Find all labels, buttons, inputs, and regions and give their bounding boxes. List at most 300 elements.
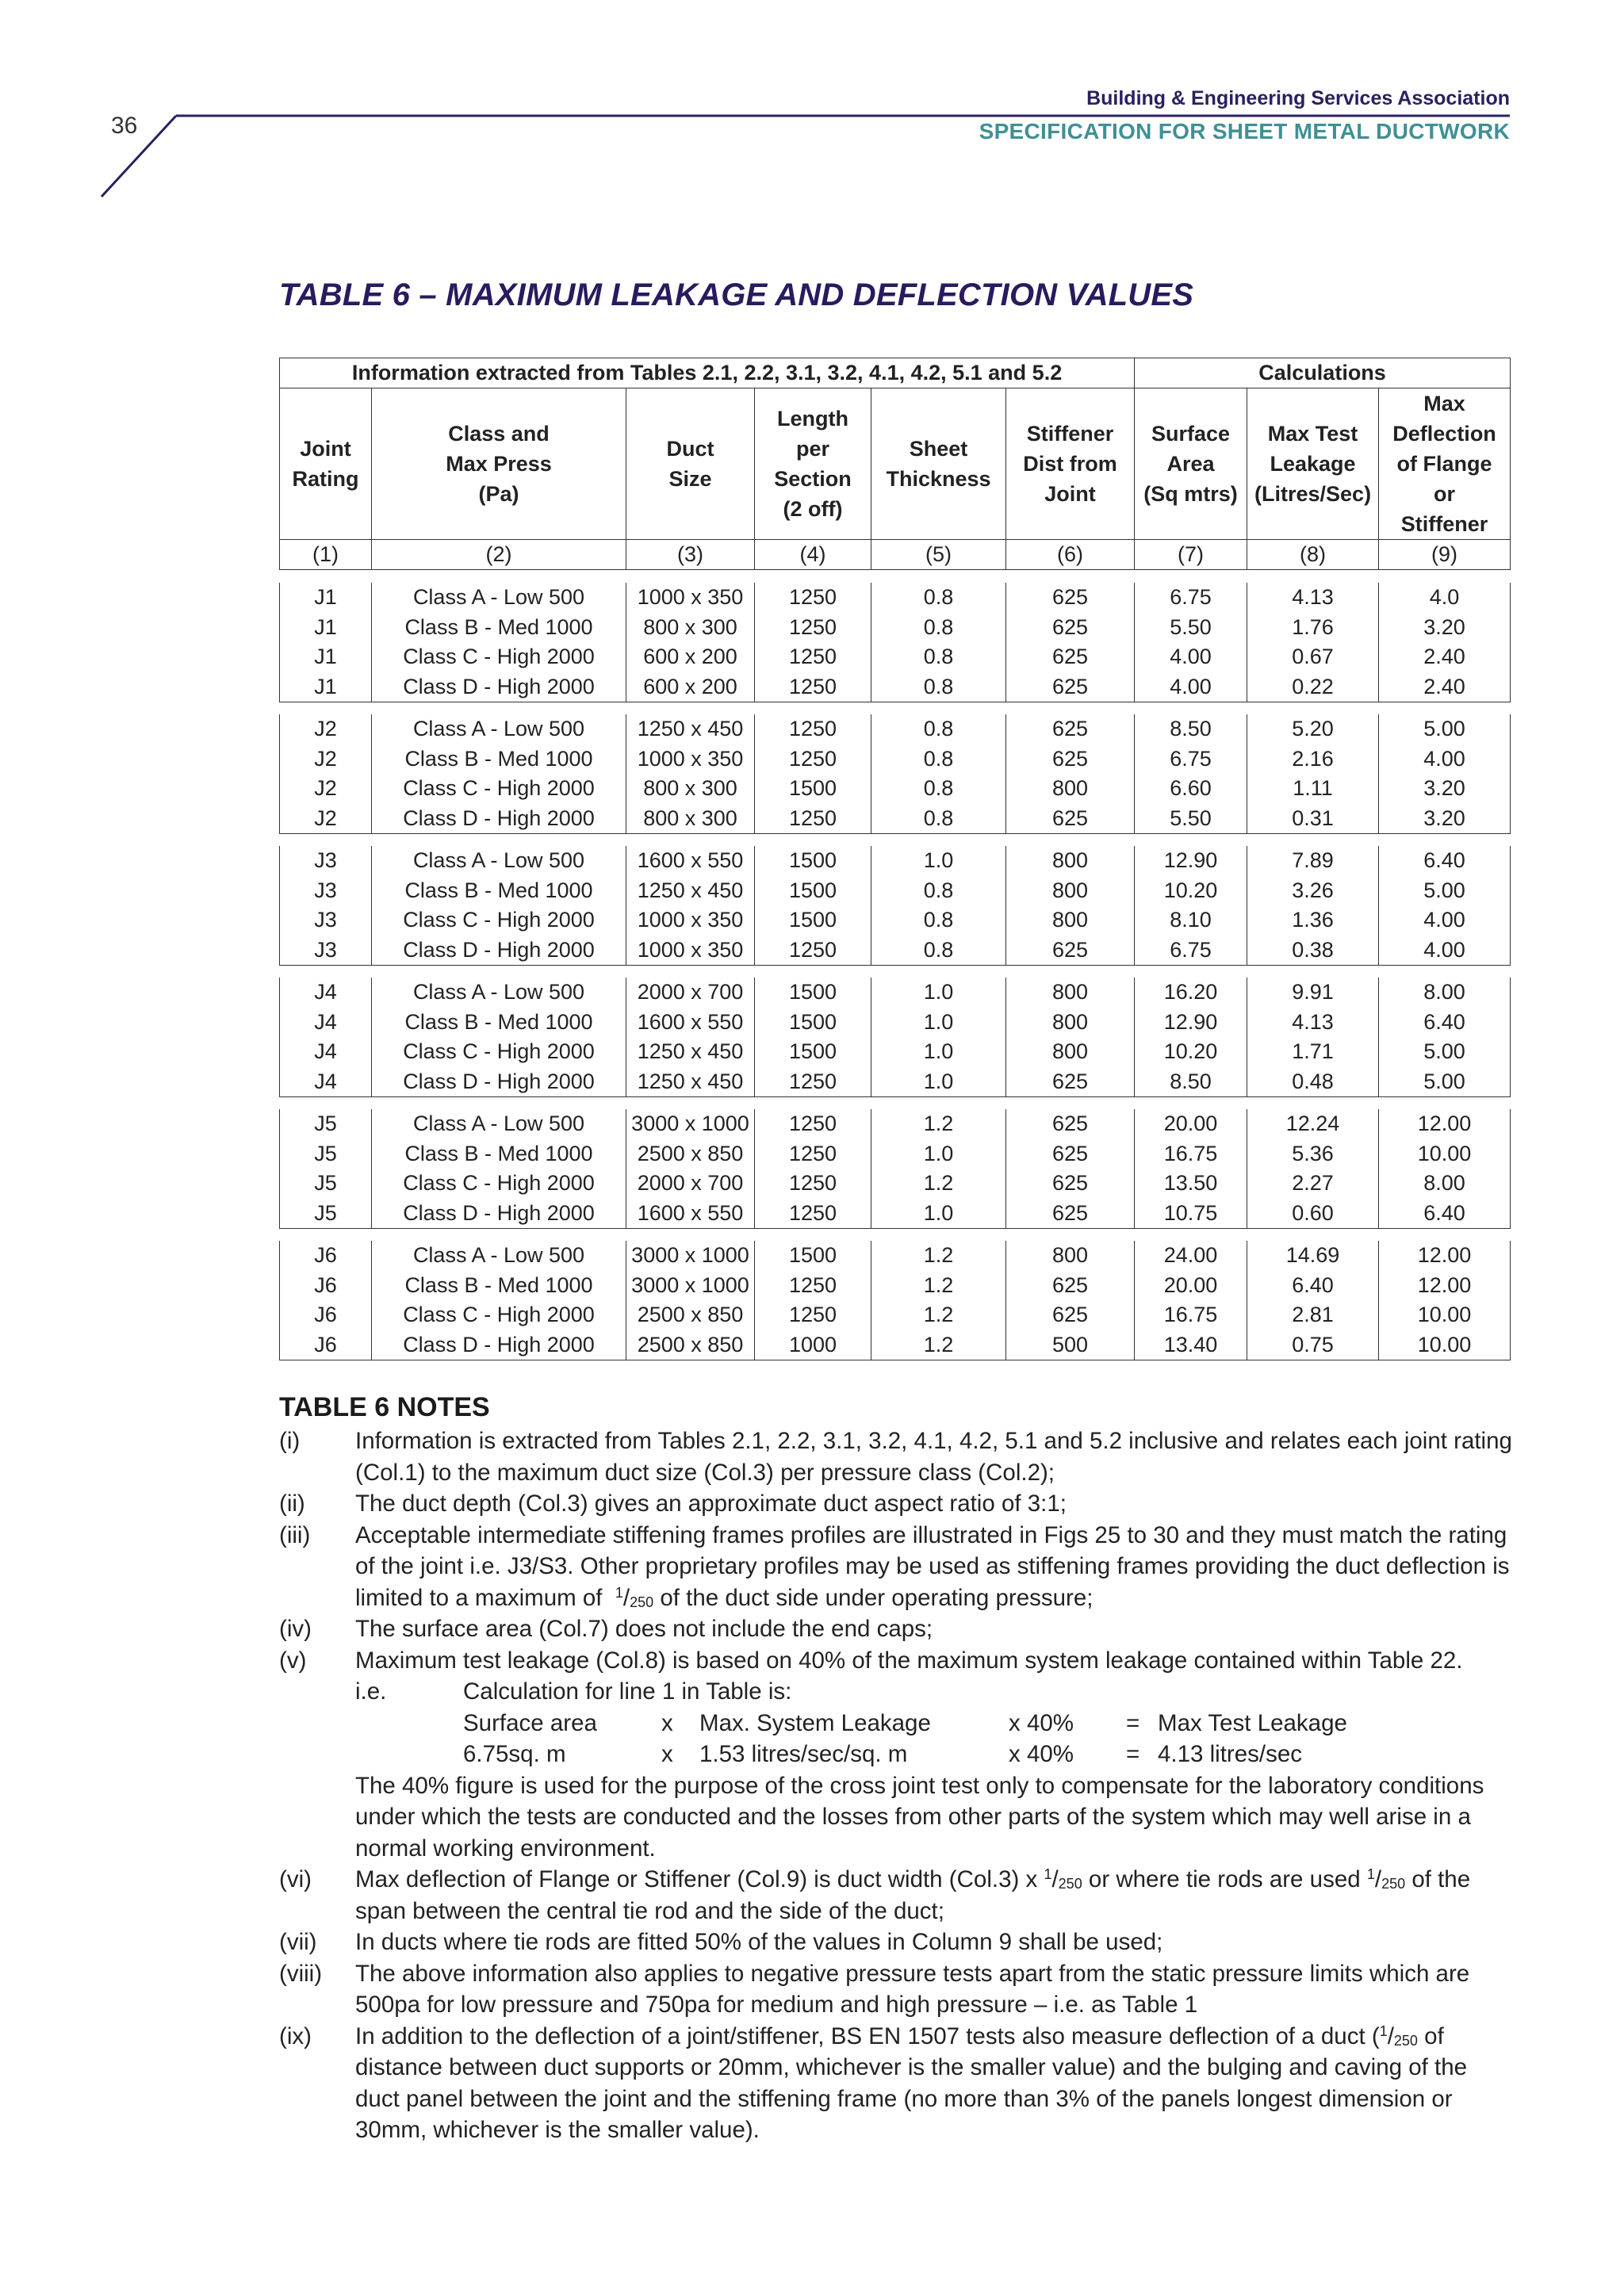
table-cell: 3000 x 1000 bbox=[626, 1271, 755, 1301]
table-cell: 12.90 bbox=[1135, 846, 1247, 876]
table-cell: J2 bbox=[280, 774, 372, 804]
table-cell: 1250 x 450 bbox=[626, 714, 755, 744]
table-cell: J4 bbox=[280, 1008, 372, 1038]
table-row bbox=[280, 1067, 1511, 1097]
table-cell: 10.20 bbox=[1135, 876, 1247, 906]
note-number: (i) bbox=[279, 1428, 301, 1454]
table-cell: 2.81 bbox=[1247, 1300, 1379, 1330]
table-cell: J1 bbox=[280, 583, 372, 613]
table-cell: 600 x 200 bbox=[626, 672, 755, 702]
table-cell: 1500 bbox=[755, 905, 871, 936]
table-cell: 4.00 bbox=[1379, 744, 1511, 775]
note-text: Max deflection of Flange or Stiffener (Col.9) is duct width (Col.3) x $^1/_{250}$ or where tie rods are used $^1/_{250}$ of the span between the central tie rod and the side of the duct; bbox=[355, 1866, 1471, 1924]
table-cell: 3000 x 1000 bbox=[626, 1241, 755, 1271]
table-cell: 3.20 bbox=[1379, 804, 1511, 834]
table-cell: 1250 bbox=[755, 613, 871, 643]
table-cell: 4.13 bbox=[1247, 1008, 1379, 1038]
table-cell: 1250 bbox=[755, 804, 871, 834]
table-cell: 1.71 bbox=[1247, 1037, 1379, 1067]
table-cell: 1000 bbox=[755, 1330, 871, 1360]
table-cell: Class A - Low 500 bbox=[372, 1109, 626, 1139]
table-cell: J2 bbox=[280, 804, 372, 834]
table-cell: 0.8 bbox=[871, 642, 1006, 672]
table-cell: 1250 bbox=[755, 936, 871, 966]
table-cell: 800 bbox=[1006, 1037, 1135, 1067]
note-v bbox=[279, 1645, 1516, 1677]
table-cell: 1000 x 350 bbox=[626, 583, 755, 613]
note-i bbox=[279, 1425, 1516, 1488]
table-cell: 625 bbox=[1006, 642, 1135, 672]
table-cell: 800 bbox=[1006, 1008, 1135, 1038]
table-cell: Class B - Med 1000 bbox=[372, 1008, 626, 1038]
table-row bbox=[280, 1008, 1511, 1038]
table-cell: 625 bbox=[1006, 1067, 1135, 1097]
table-cell: 5.36 bbox=[1247, 1139, 1379, 1169]
table-row bbox=[280, 1169, 1511, 1199]
table-cell: 0.8 bbox=[871, 774, 1006, 804]
table-cell: J4 bbox=[280, 1067, 372, 1097]
table-cell: 625 bbox=[1006, 672, 1135, 702]
table-cell: 1250 x 450 bbox=[626, 876, 755, 906]
table-cell: 1.0 bbox=[871, 1037, 1006, 1067]
table-cell: Class B - Med 1000 bbox=[372, 613, 626, 643]
note-vii bbox=[279, 1927, 1516, 1958]
table-cell: J1 bbox=[280, 672, 372, 702]
table-cell: 0.75 bbox=[1247, 1330, 1379, 1360]
table-group bbox=[279, 978, 1511, 1097]
table-row bbox=[280, 744, 1511, 775]
note-text: The surface area (Col.7) does not include the end caps; bbox=[355, 1616, 933, 1642]
table-cell: J1 bbox=[280, 642, 372, 672]
table-cell: 20.00 bbox=[1135, 1271, 1247, 1301]
table-cell: 1.36 bbox=[1247, 905, 1379, 936]
table-cell: Class C - High 2000 bbox=[372, 905, 626, 936]
note-text: In addition to the deflection of a joint/stiffener, BS EN 1507 tests also measure deflection of a duct ($^1/_{250}$ of distance between duct supports or 20mm, whichever is the smaller value) and the bulging and caving of the duct panel between the joint and the stiffening frame (no more than 3% of the panels longest dimension or 30mm, whichever is the smaller value). bbox=[355, 2022, 1468, 2143]
table-cell: 2500 x 850 bbox=[626, 1300, 755, 1330]
table-cell: 16.20 bbox=[1135, 978, 1247, 1008]
table-row bbox=[280, 1139, 1511, 1169]
table-cell: 1.2 bbox=[871, 1300, 1006, 1330]
table-cell: Class D - High 2000 bbox=[372, 1199, 626, 1229]
table-group bbox=[279, 714, 1511, 834]
table-cell: 625 bbox=[1006, 613, 1135, 643]
table-cell: 7.89 bbox=[1247, 846, 1379, 876]
table-cell: 5.00 bbox=[1379, 1067, 1511, 1097]
table-cell: 4.00 bbox=[1135, 672, 1247, 702]
table-cell: Class A - Low 500 bbox=[372, 846, 626, 876]
table-cell: 0.8 bbox=[871, 905, 1006, 936]
table-cell: 1.2 bbox=[871, 1169, 1006, 1199]
table-cell: Class D - High 2000 bbox=[372, 1067, 626, 1097]
table-cell: 625 bbox=[1006, 1300, 1135, 1330]
table-cell: 10.00 bbox=[1379, 1330, 1511, 1360]
note-iv bbox=[279, 1613, 1516, 1645]
note-vi bbox=[279, 1864, 1516, 1927]
note-text: The 40% figure is used for the purpose of the cross joint test only to compensate for the laboratory conditions under which the tests are conducted and the losses from other parts of the system which may well arise in a normal working environment. bbox=[355, 1772, 1484, 1862]
note-number: (viii) bbox=[279, 1960, 323, 1987]
column-header: Surface Area (Sq mtrs) bbox=[1135, 388, 1247, 540]
column-number: (8) bbox=[1247, 540, 1379, 570]
table-cell: 1.2 bbox=[871, 1241, 1006, 1271]
table-cell: 2.40 bbox=[1379, 672, 1511, 702]
table-cell: 6.75 bbox=[1135, 744, 1247, 775]
table-cell: Class A - Low 500 bbox=[372, 978, 626, 1008]
column-number: (6) bbox=[1006, 540, 1135, 570]
table-cell: 2500 x 850 bbox=[626, 1330, 755, 1360]
table-cell: J2 bbox=[280, 714, 372, 744]
table-cell: 1500 bbox=[755, 1037, 871, 1067]
table-cell: 800 x 300 bbox=[626, 613, 755, 643]
table-cell: 1.76 bbox=[1247, 613, 1379, 643]
table-cell: 5.50 bbox=[1135, 613, 1247, 643]
table-cell: J5 bbox=[280, 1109, 372, 1139]
column-number: (2) bbox=[372, 540, 626, 570]
note-number: (iv) bbox=[279, 1616, 312, 1642]
table-row bbox=[280, 1199, 1511, 1229]
table-cell: 6.40 bbox=[1247, 1271, 1379, 1301]
table-cell: 1.2 bbox=[871, 1271, 1006, 1301]
table-cell: 1000 x 350 bbox=[626, 905, 755, 936]
table-cell: 8.50 bbox=[1135, 714, 1247, 744]
calculation-intro: i.e. Calculation for line 1 in Table is: bbox=[355, 1678, 792, 1705]
table-cell: J1 bbox=[280, 613, 372, 643]
table-cell: 1250 bbox=[755, 1067, 871, 1097]
table-cell: J3 bbox=[280, 846, 372, 876]
table-cell: 0.31 bbox=[1247, 804, 1379, 834]
column-header: Duct Size bbox=[626, 388, 755, 540]
notes-heading: TABLE 6 NOTES bbox=[279, 1392, 490, 1422]
table-row bbox=[280, 1330, 1511, 1360]
table-cell: 1250 x 450 bbox=[626, 1037, 755, 1067]
note-text: Maximum test leakage (Col.8) is based on 40% of the maximum system leakage contained within Table 22. bbox=[355, 1647, 1463, 1674]
group-header-calculations: Calculations bbox=[1135, 358, 1511, 388]
table-cell: 625 bbox=[1006, 1109, 1135, 1139]
table-cell: 625 bbox=[1006, 1139, 1135, 1169]
table-group bbox=[279, 846, 1511, 966]
table-row bbox=[280, 774, 1511, 804]
table-cell: 4.13 bbox=[1247, 583, 1379, 613]
table-cell: J4 bbox=[280, 1037, 372, 1067]
table-cell: 625 bbox=[1006, 714, 1135, 744]
table-cell: 1500 bbox=[755, 978, 871, 1008]
table-cell: 0.8 bbox=[871, 804, 1006, 834]
table-cell: 13.50 bbox=[1135, 1169, 1247, 1199]
table-cell: J5 bbox=[280, 1199, 372, 1229]
column-header: Class and Max Press (Pa) bbox=[372, 388, 626, 540]
table-cell: 500 bbox=[1006, 1330, 1135, 1360]
table-cell: 16.75 bbox=[1135, 1300, 1247, 1330]
note-number: (vi) bbox=[279, 1866, 312, 1892]
note-ix bbox=[279, 2021, 1516, 2146]
note-number: (ix) bbox=[279, 2022, 312, 2049]
table-cell: J6 bbox=[280, 1300, 372, 1330]
table-cell: 6.40 bbox=[1379, 1199, 1511, 1229]
table-cell: 1250 bbox=[755, 1169, 871, 1199]
table-cell: 12.90 bbox=[1135, 1008, 1247, 1038]
table-cell: 8.00 bbox=[1379, 978, 1511, 1008]
table-cell: 625 bbox=[1006, 1271, 1135, 1301]
table-cell: 16.75 bbox=[1135, 1139, 1247, 1169]
table-cell: Class D - High 2000 bbox=[372, 936, 626, 966]
page-number: 36 bbox=[111, 113, 138, 139]
table-cell: 2.16 bbox=[1247, 744, 1379, 775]
table-row bbox=[280, 905, 1511, 936]
table-row bbox=[280, 613, 1511, 643]
table-row bbox=[280, 936, 1511, 966]
table-row bbox=[280, 1241, 1511, 1271]
table-cell: Class A - Low 500 bbox=[372, 1241, 626, 1271]
table-cell: 2000 x 700 bbox=[626, 978, 755, 1008]
table-cell: 10.75 bbox=[1135, 1199, 1247, 1229]
column-header: Length per Section (2 off) bbox=[755, 388, 871, 540]
table-cell: 0.8 bbox=[871, 744, 1006, 775]
calculation-row-values: 6.75sq. m x 1.53 litres/sec/sq. m x 40% = 4.13 litres/sec bbox=[463, 1741, 1302, 1767]
column-header: Max Deflection of Flange or Stiffener bbox=[1379, 388, 1511, 540]
column-numbers bbox=[280, 540, 1511, 570]
document-title: SPECIFICATION FOR SHEET METAL DUCTWORK bbox=[979, 119, 1510, 144]
table-cell: 12.00 bbox=[1379, 1271, 1511, 1301]
table-cell: 1.2 bbox=[871, 1330, 1006, 1360]
table-group bbox=[279, 1241, 1511, 1360]
table-cell: 10.00 bbox=[1379, 1300, 1511, 1330]
table-row bbox=[280, 1109, 1511, 1139]
table-cell: 1250 bbox=[755, 1271, 871, 1301]
note-text: The above information also applies to negative pressure tests apart from the static pressure limits which are 500pa for low pressure and 750pa for medium and high pressure – i.e. as Table 1 bbox=[355, 1960, 1470, 2018]
table-row bbox=[280, 583, 1511, 613]
table-cell: 4.00 bbox=[1379, 936, 1511, 966]
note-number: (iii) bbox=[279, 1521, 311, 1548]
column-header: Joint Rating bbox=[280, 388, 372, 540]
table-cell: 6.75 bbox=[1135, 583, 1247, 613]
table-cell: 1000 x 350 bbox=[626, 744, 755, 775]
table-cell: 13.40 bbox=[1135, 1330, 1247, 1360]
table-cell: J3 bbox=[280, 876, 372, 906]
table-row bbox=[280, 1271, 1511, 1301]
table-cell: 1600 x 550 bbox=[626, 1008, 755, 1038]
table-cell: 20.00 bbox=[1135, 1109, 1247, 1139]
note-text: Information is extracted from Tables 2.1, 2.2, 3.1, 3.2, 4.1, 4.2, 5.1 and 5.2 inclusive and relates each joint rating (Col.1) to the maximum duct size (Col.3) per pressure class (Col.2); bbox=[355, 1428, 1512, 1486]
table-cell: Class D - High 2000 bbox=[372, 1330, 626, 1360]
table-cell: 3000 x 1000 bbox=[626, 1109, 755, 1139]
table-cell: Class D - High 2000 bbox=[372, 804, 626, 834]
table-cell: 800 bbox=[1006, 876, 1135, 906]
table-cell: 2.27 bbox=[1247, 1169, 1379, 1199]
table-cell: 1.0 bbox=[871, 846, 1006, 876]
table-cell: 6.40 bbox=[1379, 846, 1511, 876]
table-group bbox=[279, 583, 1511, 702]
table-cell: 625 bbox=[1006, 583, 1135, 613]
table-cell: 2500 x 850 bbox=[626, 1139, 755, 1169]
table-cell: 1.0 bbox=[871, 1199, 1006, 1229]
table-row bbox=[280, 846, 1511, 876]
table-cell: 5.50 bbox=[1135, 804, 1247, 834]
table-cell: Class D - High 2000 bbox=[372, 672, 626, 702]
table-cell: 600 x 200 bbox=[626, 642, 755, 672]
table-cell: 5.00 bbox=[1379, 1037, 1511, 1067]
table-cell: 12.00 bbox=[1379, 1241, 1511, 1271]
table-cell: 0.67 bbox=[1247, 642, 1379, 672]
column-number: (3) bbox=[626, 540, 755, 570]
table-cell: 1250 bbox=[755, 1300, 871, 1330]
organization-name: Building & Engineering Services Association bbox=[1086, 87, 1510, 109]
table-cell: 1600 x 550 bbox=[626, 846, 755, 876]
table-cell: 1500 bbox=[755, 846, 871, 876]
table-cell: 0.8 bbox=[871, 714, 1006, 744]
table-cell: 0.22 bbox=[1247, 672, 1379, 702]
table-cell: 8.00 bbox=[1379, 1169, 1511, 1199]
table-cell: 1250 bbox=[755, 714, 871, 744]
table-cell: 1500 bbox=[755, 1008, 871, 1038]
table-row bbox=[280, 1300, 1511, 1330]
table-cell: 625 bbox=[1006, 1199, 1135, 1229]
table-cell: J5 bbox=[280, 1139, 372, 1169]
table-cell: 800 bbox=[1006, 846, 1135, 876]
table-cell: 0.8 bbox=[871, 583, 1006, 613]
table-cell: 800 bbox=[1006, 774, 1135, 804]
table-cell: J6 bbox=[280, 1271, 372, 1301]
table-header bbox=[279, 358, 1511, 570]
table-cell: 800 x 300 bbox=[626, 804, 755, 834]
table-cell: 4.0 bbox=[1379, 583, 1511, 613]
table-row bbox=[280, 714, 1511, 744]
table-cell: J3 bbox=[280, 936, 372, 966]
table-cell: 1250 bbox=[755, 583, 871, 613]
table-cell: 625 bbox=[1006, 744, 1135, 775]
table-cell: 9.91 bbox=[1247, 978, 1379, 1008]
table-cell: 0.8 bbox=[871, 613, 1006, 643]
table-cell: 6.75 bbox=[1135, 936, 1247, 966]
table-cell: 2.40 bbox=[1379, 642, 1511, 672]
table-cell: 1.0 bbox=[871, 1067, 1006, 1097]
table-cell: 0.8 bbox=[871, 936, 1006, 966]
table-cell: 625 bbox=[1006, 936, 1135, 966]
table-row bbox=[280, 642, 1511, 672]
table-cell: 5.20 bbox=[1247, 714, 1379, 744]
column-header: Stiffener Dist from Joint bbox=[1006, 388, 1135, 540]
table-cell: 2000 x 700 bbox=[626, 1169, 755, 1199]
table-cell: J6 bbox=[280, 1241, 372, 1271]
table-cell: 1250 bbox=[755, 1109, 871, 1139]
table-row bbox=[280, 1037, 1511, 1067]
table-row bbox=[280, 876, 1511, 906]
table-cell: 4.00 bbox=[1135, 642, 1247, 672]
table-cell: J5 bbox=[280, 1169, 372, 1199]
table-cell: 0.48 bbox=[1247, 1067, 1379, 1097]
table-cell: J4 bbox=[280, 978, 372, 1008]
table-cell: 1.0 bbox=[871, 978, 1006, 1008]
table-cell: 1250 bbox=[755, 672, 871, 702]
table-cell: J6 bbox=[280, 1330, 372, 1360]
table-cell: 8.50 bbox=[1135, 1067, 1247, 1097]
note-text: Acceptable intermediate stiffening frames profiles are illustrated in Figs 25 to 30 and they must match the rating of the joint i.e. J3/S3. Other proprietary profiles may be used as stiffening frames providing the duct deflection is limited to a maximum of $^1/_{250}$ of the duct side under operating pressure; bbox=[355, 1521, 1510, 1611]
table-cell: 0.8 bbox=[871, 672, 1006, 702]
column-number: (1) bbox=[280, 540, 372, 570]
table-cell: 5.00 bbox=[1379, 876, 1511, 906]
table-group bbox=[279, 1109, 1511, 1229]
table-cell: 6.60 bbox=[1135, 774, 1247, 804]
table-cell: 0.60 bbox=[1247, 1199, 1379, 1229]
table-cell: 0.8 bbox=[871, 876, 1006, 906]
note-number: (v) bbox=[279, 1647, 307, 1674]
table-cell: 6.40 bbox=[1379, 1008, 1511, 1038]
table-cell: 1600 x 550 bbox=[626, 1199, 755, 1229]
column-number: (4) bbox=[755, 540, 871, 570]
table-cell: J3 bbox=[280, 905, 372, 936]
notes-list bbox=[279, 1425, 1516, 2146]
table-cell: 1.0 bbox=[871, 1139, 1006, 1169]
group-header-info: Information extracted from Tables 2.1, 2.2, 3.1, 3.2, 4.1, 4.2, 5.1 and 5.2 bbox=[280, 358, 1135, 388]
table-cell: 10.20 bbox=[1135, 1037, 1247, 1067]
table-cell: 1250 bbox=[755, 642, 871, 672]
table-cell: Class C - High 2000 bbox=[372, 774, 626, 804]
table-cell: 800 bbox=[1006, 978, 1135, 1008]
table-cell: 0.38 bbox=[1247, 936, 1379, 966]
table-row bbox=[280, 672, 1511, 702]
table-cell: 8.10 bbox=[1135, 905, 1247, 936]
table-row bbox=[280, 804, 1511, 834]
table-cell: 1.0 bbox=[871, 1008, 1006, 1038]
table-cell: Class B - Med 1000 bbox=[372, 1139, 626, 1169]
table-cell: Class C - High 2000 bbox=[372, 1037, 626, 1067]
calculation-row-labels: Surface area x Max. System Leakage x 40% = Max Test Leakage bbox=[463, 1709, 1347, 1736]
column-number: (7) bbox=[1135, 540, 1247, 570]
column-number: (9) bbox=[1379, 540, 1511, 570]
table-cell: Class C - High 2000 bbox=[372, 1169, 626, 1199]
table-row bbox=[280, 978, 1511, 1008]
table-cell: Class B - Med 1000 bbox=[372, 876, 626, 906]
table-cell: 1500 bbox=[755, 876, 871, 906]
table-cell: 3.26 bbox=[1247, 876, 1379, 906]
table-cell: J2 bbox=[280, 744, 372, 775]
note-ii bbox=[279, 1488, 1516, 1520]
table-cell: Class A - Low 500 bbox=[372, 583, 626, 613]
table-cell: 1500 bbox=[755, 1241, 871, 1271]
table-cell: 800 bbox=[1006, 905, 1135, 936]
table-cell: Class C - High 2000 bbox=[372, 642, 626, 672]
table-cell: 12.24 bbox=[1247, 1109, 1379, 1139]
note-number: (vii) bbox=[279, 1929, 317, 1955]
table-cell: 625 bbox=[1006, 804, 1135, 834]
note-viii bbox=[279, 1958, 1516, 2021]
table-cell: Class A - Low 500 bbox=[372, 714, 626, 744]
table-cell: 1.11 bbox=[1247, 774, 1379, 804]
table-cell: 800 bbox=[1006, 1241, 1135, 1271]
table-cell: 1250 bbox=[755, 1199, 871, 1229]
table-cell: 1.2 bbox=[871, 1109, 1006, 1139]
table-cell: 1500 bbox=[755, 774, 871, 804]
table-cell: 24.00 bbox=[1135, 1241, 1247, 1271]
note-v-continued bbox=[279, 1770, 1516, 1865]
table-cell: 1250 bbox=[755, 1139, 871, 1169]
table-cell: 1000 x 350 bbox=[626, 936, 755, 966]
note-text: In ducts where tie rods are fitted 50% of the values in Column 9 shall be used; bbox=[355, 1929, 1163, 1955]
column-number: (5) bbox=[871, 540, 1006, 570]
column-header: Max Test Leakage (Litres/Sec) bbox=[1247, 388, 1379, 540]
table-cell: 3.20 bbox=[1379, 774, 1511, 804]
table-cell: 625 bbox=[1006, 1169, 1135, 1199]
table-cell: 14.69 bbox=[1247, 1241, 1379, 1271]
note-text: The duct depth (Col.3) gives an approximate duct aspect ratio of 3:1; bbox=[355, 1490, 1067, 1517]
table-cell: 1250 x 450 bbox=[626, 1067, 755, 1097]
table-cell: 3.20 bbox=[1379, 613, 1511, 643]
table-cell: Class B - Med 1000 bbox=[372, 744, 626, 775]
table-cell: 5.00 bbox=[1379, 714, 1511, 744]
column-headers bbox=[280, 388, 1511, 540]
table-cell: Class B - Med 1000 bbox=[372, 1271, 626, 1301]
table-cell: 4.00 bbox=[1379, 905, 1511, 936]
note-number: (ii) bbox=[279, 1490, 305, 1517]
table-title: TABLE 6 – MAXIMUM LEAKAGE AND DEFLECTION VALUES bbox=[279, 277, 1194, 312]
